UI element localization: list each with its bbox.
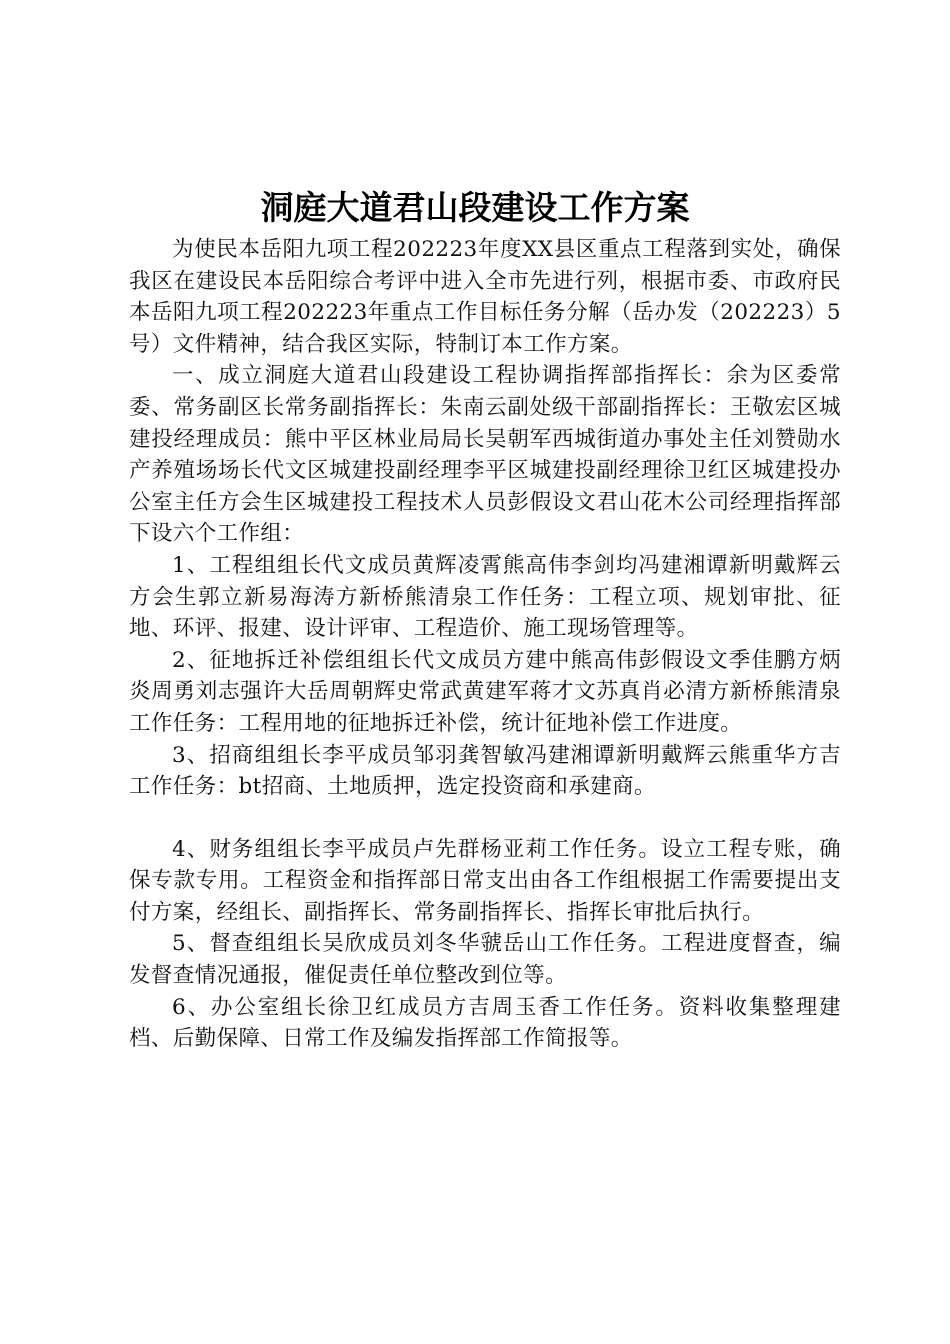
engineering-group-paragraph: 1、工程组组长代文成员黄辉凌霄熊高伟李剑均冯建湘谭新明戴辉云方会生郭立新易海涛方新桥熊清泉工作任务：工程立项、规划审批、征地、环评、报建、设计评审、工程造价、施工现场管理等。 [129, 552, 841, 642]
land-compensation-group-paragraph: 2、征地拆迁补偿组组长代文成员方建中熊高伟彭假设文季佳鹏方炳炎周勇刘志强许大岳周朝辉史常武黄建军蒋才文苏真肖必清方新桥熊清泉工作任务：工程用地的征地拆迁补偿，统计征地补偿工作进度。 [129, 647, 841, 736]
intro-paragraph: 为使民本岳阳九项工程202223年度XX县区重点工程落到实处，确保我区在建设民本岳阳综合考评中进入全市先进行列，根据市委、市政府民本岳阳九项工程202223年重点工作目标任务分解（岳办发（202223）5号）文件精神，结合我区实际，特制订本工作方案。 [129, 237, 841, 357]
section-one-paragraph: 一、成立洞庭大道君山段建设工程协调指挥部指挥长：余为区委常委、常务副区长常务副指挥长：朱南云副处级干部副指挥长：王敬宏区城建投经理成员：熊中平区林业局局长吴朝军西城街道办事处主任刘赞勋水产养殖场场长代文区城建投副经理李平区城建投副经理徐卫红区城建投办公室主任方会生区城建投工程技术人员彭假设文君山花木公司经理指挥部下设六个工作组： [129, 363, 841, 547]
document-body [129, 234, 841, 1055]
investment-group-paragraph: 3、招商组组长李平成员邹羽龚智敏冯建湘谭新明戴辉云熊重华方吉工作任务：bt招商、土地质押，选定投资商和承建商。 [129, 742, 841, 800]
supervision-group-paragraph: 5、督查组组长吴欣成员刘冬华虢岳山工作任务。工程进度督查，编发督查情况通报，催促责任单位整改到位等。 [129, 931, 841, 989]
document-title: 洞庭大道君山段建设工作方案 [260, 188, 690, 227]
office-group-paragraph: 6、办公室组长徐卫红成员方吉周玉香工作任务。资料收集整理建档、后勤保障、日常工作及编发指挥部工作简报等。 [129, 994, 841, 1052]
finance-group-paragraph: 4、财务组组长李平成员卢先群杨亚莉工作任务。设立工程专账，确保专款专用。工程资金和指挥部日常支出由各工作组根据工作需要提出支付方案，经组长、副指挥长、常务副指挥长、指挥长审批后执行。 [129, 836, 841, 925]
